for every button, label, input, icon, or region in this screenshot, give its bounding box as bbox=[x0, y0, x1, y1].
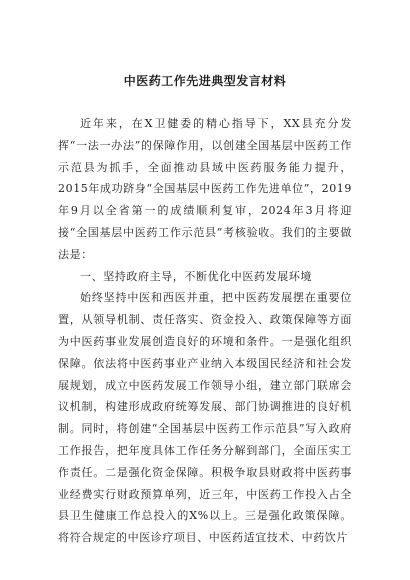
section-heading: 一、坚持政府主导，不断优化中医药发展环境 bbox=[80, 269, 312, 283]
paragraph-body: 始终坚持中医和西医并重，把中医药发展摆在重要位置，从领导机制、责任落实、资金投入、政策保障等方面为中医药事业发展创造良好的环境和条件。一是强化组织保障。依法将中医药事业产业纳入本级国民经济和社会发展规划，成立中医药发展工作领导小组，建立部门联席会议机制，构建形成政府统筹发展、部门协调推进的良好机制。同时，将创建“全国基层中医药工作示范县”写入政府工作报告，把年度具体工作任务分解到部门，全面压实工作责任。二是强化资金保障。积极争取县财政将中医药事业经费实行财政预算单列，近三年，中医药工作投入占全县卫生健康工作总投入的X%以上。三是强化政策保障。将符合规定的中医诊疗项目、中医药适宜技术、中药饮片 bbox=[58, 291, 352, 545]
paragraph-intro: 近年来，在X卫健委的精心指导下，XX县充分发挥“一法一办法”的保障作用，以创建全国基层中医药工作示范县为抓手，全面推动县域中医药服务能力提升，2015年成功跻身“全国基层中医药工作先进单位”，2019年9月以全省第一的成绩顺利复审，2024年3月将迎接“全国基层中医药工作示范县”考核验收。我们的主要做法是： bbox=[58, 117, 352, 261]
document-title: 中医药工作先进典型发言材料 bbox=[123, 74, 287, 88]
document-body bbox=[58, 113, 352, 549]
